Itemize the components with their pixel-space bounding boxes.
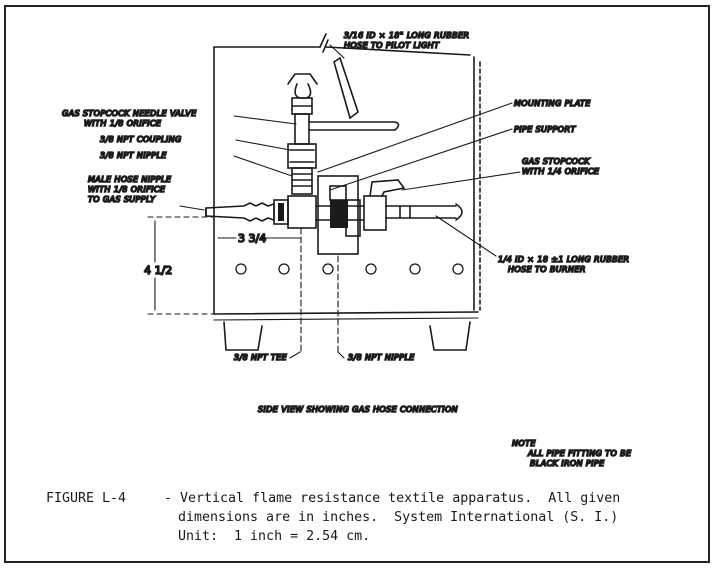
note-line1: ALL PIPE FITTING TO BE (528, 449, 632, 458)
figure-label: FIGURE L-4 (46, 491, 127, 506)
figure-caption (46, 489, 696, 546)
caption-line1: - Vertical flame resistance textile apparatus. All given (164, 491, 621, 506)
leader-lines (180, 45, 520, 358)
label-stopcock-line2: WITH 1/4 ORIFICE (522, 167, 600, 176)
male-hose-nipple (206, 203, 274, 221)
label-nipple-bottom: 3/8 NPT NIPPLE (348, 353, 415, 362)
label-side-view: SIDE VIEW SHOWING GAS HOSE CONNECTION (258, 405, 459, 414)
label-male-nipple-line3: TO GAS SUPPLY (88, 195, 156, 204)
vent-holes (236, 264, 463, 274)
caption-line2: dimensions are in inches. System International (S. I.) (178, 510, 619, 525)
label-tee: 3/8 NPT TEE (234, 353, 288, 362)
note-heading: NOTE (512, 439, 536, 448)
label-needle-valve-line2: WITH 1/8 ORIFICE (84, 119, 162, 128)
gas-stopcock (364, 180, 462, 230)
dimension-vertical: 4 1/2 (144, 264, 173, 277)
label-stopcock-line1: GAS STOPCOCK (522, 157, 590, 166)
label-mounting-plate: MOUNTING PLATE (514, 99, 591, 108)
label-pipe-support: PIPE SUPPORT (514, 125, 576, 134)
label-pilot-hose-line2: HOSE TO PILOT LIGHT (344, 41, 440, 50)
label-needle-valve-line1: GAS STOPCOCK NEEDLE VALVE (62, 109, 197, 118)
label-male-nipple-line1: MALE HOSE NIPPLE (88, 175, 172, 184)
label-pilot-hose-line1: 3/16 ID × 18" LONG RUBBER (344, 31, 470, 40)
caption-line3: Unit: 1 inch = 2.54 cm. (178, 529, 371, 544)
tee-and-horizontal-pipe (274, 196, 364, 228)
pilot-hose (334, 58, 358, 118)
label-burner-hose-line1: 1/4 ID × 18 ±1 LONG RUBBER (498, 255, 630, 264)
note-line2: BLACK IRON PIPE (530, 459, 605, 468)
label-male-nipple-line2: WITH 1/8 ORIFICE (88, 185, 166, 194)
label-coupling: 3/8 NPT COUPLING (100, 135, 182, 144)
dimension-horizontal: 3 3/4 (238, 232, 267, 245)
label-nipple-top: 3/8 NPT NIPPLE (100, 151, 167, 160)
label-burner-hose-line2: HOSE TO BURNER (508, 265, 586, 274)
